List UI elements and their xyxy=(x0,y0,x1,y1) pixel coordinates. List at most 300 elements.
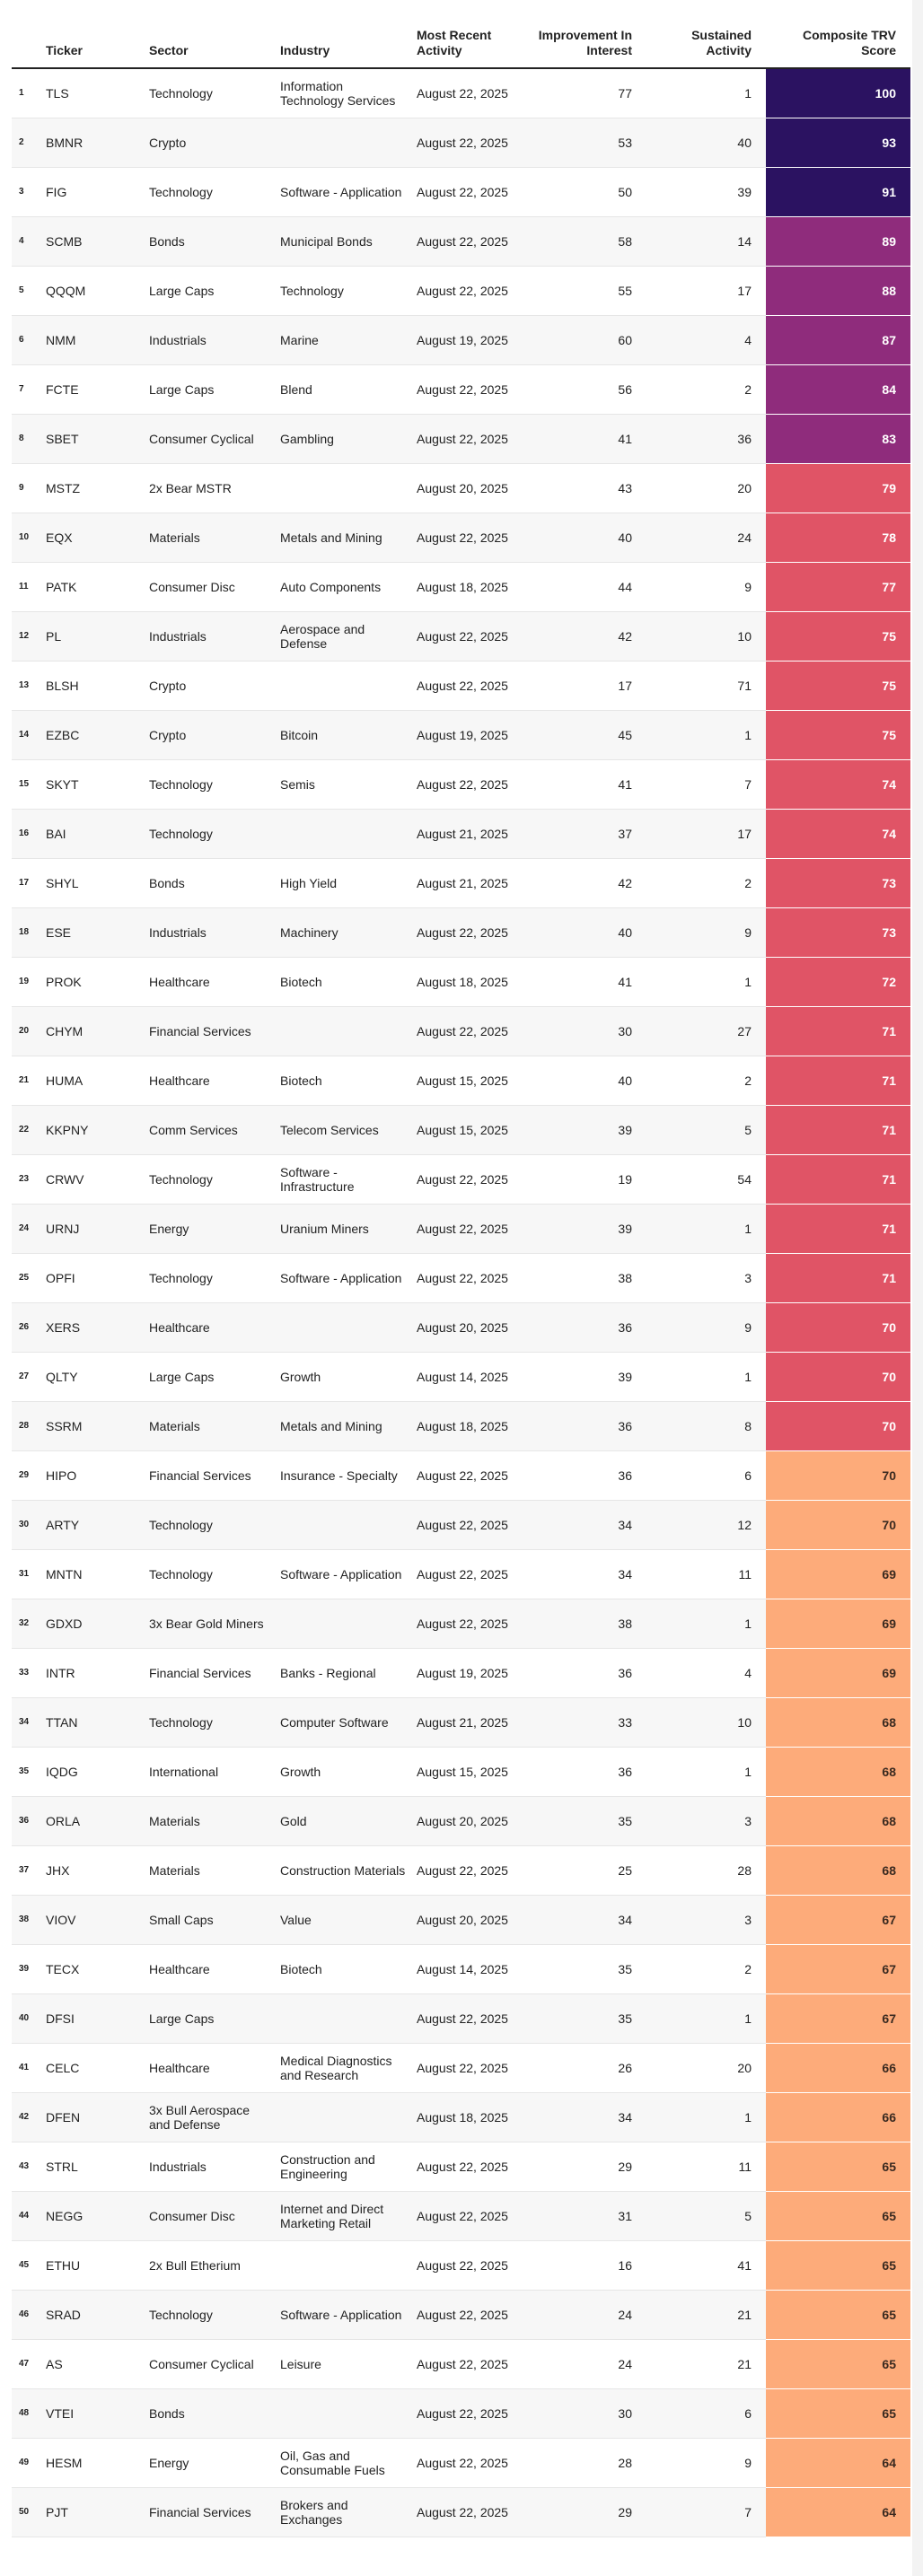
table-row[interactable] xyxy=(12,68,910,118)
table-row[interactable] xyxy=(12,661,910,710)
cell-most-recent-activity: August 19, 2025 xyxy=(417,315,519,364)
cell-sustained-activity: 1 xyxy=(646,957,766,1006)
cell-composite-trv-score: 70 xyxy=(766,1302,910,1352)
cell-rank: 21 xyxy=(12,1056,46,1105)
table-row[interactable] xyxy=(12,1302,910,1352)
cell-sustained-activity: 6 xyxy=(646,2388,766,2438)
cell-most-recent-activity: August 22, 2025 xyxy=(417,1500,519,1549)
cell-composite-trv-score: 75 xyxy=(766,611,910,661)
cell-industry: High Yield xyxy=(280,858,417,907)
table-row[interactable] xyxy=(12,1204,910,1253)
cell-ticker: NEGG xyxy=(46,2191,149,2240)
cell-sustained-activity: 11 xyxy=(646,1549,766,1599)
cell-most-recent-activity: August 22, 2025 xyxy=(417,1845,519,1895)
cell-rank: 16 xyxy=(12,809,46,858)
cell-rank: 36 xyxy=(12,1796,46,1845)
cell-composite-trv-score: 73 xyxy=(766,858,910,907)
cell-rank: 9 xyxy=(12,463,46,513)
cell-improvement-in-interest: 55 xyxy=(519,266,646,315)
cell-composite-trv-score: 74 xyxy=(766,809,910,858)
table-row[interactable] xyxy=(12,2487,910,2537)
cell-ticker: TTAN xyxy=(46,1697,149,1747)
cell-sector: Technology xyxy=(149,809,280,858)
cell-rank: 31 xyxy=(12,1549,46,1599)
cell-improvement-in-interest: 35 xyxy=(519,1993,646,2043)
header-industry[interactable]: Industry xyxy=(280,0,417,68)
cell-industry: Oil, Gas and Consumable Fuels xyxy=(280,2438,417,2487)
cell-rank: 50 xyxy=(12,2487,46,2537)
cell-ticker: SKYT xyxy=(46,759,149,809)
cell-sustained-activity: 20 xyxy=(646,463,766,513)
cell-composite-trv-score: 67 xyxy=(766,1895,910,1944)
cell-sustained-activity: 3 xyxy=(646,1253,766,1302)
cell-most-recent-activity: August 21, 2025 xyxy=(417,809,519,858)
cell-improvement-in-interest: 30 xyxy=(519,1006,646,1056)
cell-improvement-in-interest: 25 xyxy=(519,1845,646,1895)
table-row[interactable] xyxy=(12,1895,910,1944)
cell-ticker: EZBC xyxy=(46,710,149,759)
cell-industry: Biotech xyxy=(280,1944,417,1993)
cell-ticker: JHX xyxy=(46,1845,149,1895)
cell-industry: Municipal Bonds xyxy=(280,216,417,266)
cell-composite-trv-score: 71 xyxy=(766,1253,910,1302)
cell-composite-trv-score: 88 xyxy=(766,266,910,315)
cell-ticker: EQX xyxy=(46,513,149,562)
cell-most-recent-activity: August 22, 2025 xyxy=(417,661,519,710)
cell-ticker: MSTZ xyxy=(46,463,149,513)
cell-industry: Medical Diagnostics and Research xyxy=(280,2043,417,2092)
cell-improvement-in-interest: 36 xyxy=(519,1747,646,1796)
table-row[interactable] xyxy=(12,1056,910,1105)
cell-sector: 3x Bull Aerospace and Defense xyxy=(149,2092,280,2142)
cell-industry: Gambling xyxy=(280,414,417,463)
cell-industry: Information Technology Services xyxy=(280,68,417,118)
cell-composite-trv-score: 75 xyxy=(766,710,910,759)
table-row[interactable] xyxy=(12,463,910,513)
table-row[interactable] xyxy=(12,315,910,364)
table-row[interactable] xyxy=(12,364,910,414)
cell-industry xyxy=(280,1993,417,2043)
cell-improvement-in-interest: 40 xyxy=(519,1056,646,1105)
cell-industry xyxy=(280,809,417,858)
cell-sector: 2x Bull Etherium xyxy=(149,2240,280,2290)
cell-improvement-in-interest: 28 xyxy=(519,2438,646,2487)
header-improvement-in-interest[interactable]: Improvement In Interest xyxy=(519,0,646,68)
table-row[interactable] xyxy=(12,167,910,216)
cell-sector: Healthcare xyxy=(149,957,280,1006)
cell-composite-trv-score: 68 xyxy=(766,1697,910,1747)
cell-rank: 11 xyxy=(12,562,46,611)
cell-industry: Semis xyxy=(280,759,417,809)
cell-industry: Leisure xyxy=(280,2339,417,2388)
cell-rank: 24 xyxy=(12,1204,46,1253)
cell-rank: 29 xyxy=(12,1450,46,1500)
cell-composite-trv-score: 79 xyxy=(766,463,910,513)
table-row[interactable] xyxy=(12,1599,910,1648)
table-row[interactable] xyxy=(12,1006,910,1056)
cell-composite-trv-score: 70 xyxy=(766,1500,910,1549)
cell-industry xyxy=(280,118,417,167)
cell-most-recent-activity: August 22, 2025 xyxy=(417,266,519,315)
table-row[interactable] xyxy=(12,1500,910,1549)
header-sector[interactable]: Sector xyxy=(149,0,280,68)
cell-improvement-in-interest: 45 xyxy=(519,710,646,759)
cell-rank: 20 xyxy=(12,1006,46,1056)
cell-sustained-activity: 10 xyxy=(646,611,766,661)
table-row[interactable] xyxy=(12,1747,910,1796)
cell-improvement-in-interest: 38 xyxy=(519,1253,646,1302)
cell-improvement-in-interest: 38 xyxy=(519,1599,646,1648)
cell-industry xyxy=(280,2240,417,2290)
table-row[interactable] xyxy=(12,1352,910,1401)
table-row[interactable] xyxy=(12,1401,910,1450)
cell-industry xyxy=(280,1599,417,1648)
cell-industry: Software - Application xyxy=(280,1549,417,1599)
cell-sector: Materials xyxy=(149,1401,280,1450)
cell-ticker: FCTE xyxy=(46,364,149,414)
cell-improvement-in-interest: 42 xyxy=(519,611,646,661)
cell-ticker: MNTN xyxy=(46,1549,149,1599)
cell-composite-trv-score: 75 xyxy=(766,661,910,710)
cell-most-recent-activity: August 22, 2025 xyxy=(417,759,519,809)
cell-sustained-activity: 6 xyxy=(646,1450,766,1500)
cell-industry: Machinery xyxy=(280,907,417,957)
table-row[interactable] xyxy=(12,710,910,759)
cell-improvement-in-interest: 42 xyxy=(519,858,646,907)
cell-sustained-activity: 5 xyxy=(646,2191,766,2240)
cell-sector: Consumer Disc xyxy=(149,562,280,611)
table-row[interactable] xyxy=(12,2339,910,2388)
cell-sustained-activity: 4 xyxy=(646,1648,766,1697)
cell-industry: Marine xyxy=(280,315,417,364)
cell-most-recent-activity: August 20, 2025 xyxy=(417,463,519,513)
cell-ticker: QQQM xyxy=(46,266,149,315)
cell-sector: 3x Bear Gold Miners xyxy=(149,1599,280,1648)
cell-sector: Comm Services xyxy=(149,1105,280,1154)
cell-composite-trv-score: 87 xyxy=(766,315,910,364)
cell-sector: Industrials xyxy=(149,315,280,364)
cell-composite-trv-score: 71 xyxy=(766,1154,910,1204)
table-row[interactable] xyxy=(12,2092,910,2142)
cell-most-recent-activity: August 22, 2025 xyxy=(417,907,519,957)
table-row[interactable] xyxy=(12,2388,910,2438)
cell-improvement-in-interest: 24 xyxy=(519,2290,646,2339)
cell-sustained-activity: 3 xyxy=(646,1895,766,1944)
cell-sustained-activity: 5 xyxy=(646,1105,766,1154)
cell-sector: Crypto xyxy=(149,118,280,167)
cell-composite-trv-score: 67 xyxy=(766,1993,910,2043)
cell-most-recent-activity: August 22, 2025 xyxy=(417,2339,519,2388)
cell-ticker: SCMB xyxy=(46,216,149,266)
cell-sector: Healthcare xyxy=(149,2043,280,2092)
cell-industry: Gold xyxy=(280,1796,417,1845)
cell-ticker: STRL xyxy=(46,2142,149,2191)
cell-ticker: FIG xyxy=(46,167,149,216)
cell-sector: Small Caps xyxy=(149,1895,280,1944)
cell-improvement-in-interest: 31 xyxy=(519,2191,646,2240)
table-row[interactable] xyxy=(12,1450,910,1500)
cell-improvement-in-interest: 16 xyxy=(519,2240,646,2290)
cell-ticker: ETHU xyxy=(46,2240,149,2290)
cell-sector: Consumer Cyclical xyxy=(149,2339,280,2388)
cell-most-recent-activity: August 14, 2025 xyxy=(417,1944,519,1993)
cell-sustained-activity: 28 xyxy=(646,1845,766,1895)
cell-most-recent-activity: August 20, 2025 xyxy=(417,1302,519,1352)
cell-rank: 5 xyxy=(12,266,46,315)
cell-sector: Financial Services xyxy=(149,1006,280,1056)
cell-composite-trv-score: 93 xyxy=(766,118,910,167)
cell-rank: 15 xyxy=(12,759,46,809)
cell-rank: 28 xyxy=(12,1401,46,1450)
cell-sector: Large Caps xyxy=(149,1993,280,2043)
cell-sustained-activity: 10 xyxy=(646,1697,766,1747)
table-row[interactable] xyxy=(12,858,910,907)
cell-ticker: AS xyxy=(46,2339,149,2388)
cell-sustained-activity: 2 xyxy=(646,858,766,907)
cell-industry: Software - Application xyxy=(280,167,417,216)
cell-improvement-in-interest: 43 xyxy=(519,463,646,513)
cell-ticker: CRWV xyxy=(46,1154,149,1204)
cell-industry xyxy=(280,1302,417,1352)
table-row[interactable] xyxy=(12,2142,910,2191)
header-sustained-activity[interactable]: Sustained Activity xyxy=(646,0,766,68)
table-row[interactable] xyxy=(12,759,910,809)
table-row[interactable] xyxy=(12,1993,910,2043)
cell-most-recent-activity: August 18, 2025 xyxy=(417,1401,519,1450)
table-row[interactable] xyxy=(12,2290,910,2339)
cell-sustained-activity: 1 xyxy=(646,1599,766,1648)
table-row[interactable] xyxy=(12,1549,910,1599)
cell-improvement-in-interest: 58 xyxy=(519,216,646,266)
cell-improvement-in-interest: 30 xyxy=(519,2388,646,2438)
cell-improvement-in-interest: 40 xyxy=(519,907,646,957)
cell-improvement-in-interest: 39 xyxy=(519,1204,646,1253)
header-most-recent-activity[interactable]: Most Recent Activity xyxy=(417,0,519,68)
cell-improvement-in-interest: 24 xyxy=(519,2339,646,2388)
cell-sustained-activity: 2 xyxy=(646,1056,766,1105)
cell-most-recent-activity: August 18, 2025 xyxy=(417,957,519,1006)
table-row[interactable] xyxy=(12,907,910,957)
cell-rank: 10 xyxy=(12,513,46,562)
cell-sustained-activity: 7 xyxy=(646,759,766,809)
header-row xyxy=(12,0,910,68)
table-row[interactable] xyxy=(12,2240,910,2290)
cell-sector: Technology xyxy=(149,68,280,118)
cell-sector: Consumer Cyclical xyxy=(149,414,280,463)
table-row[interactable] xyxy=(12,414,910,463)
cell-rank: 42 xyxy=(12,2092,46,2142)
header-ticker[interactable]: Ticker xyxy=(46,0,149,68)
cell-ticker: ARTY xyxy=(46,1500,149,1549)
cell-industry: Construction and Engineering xyxy=(280,2142,417,2191)
cell-improvement-in-interest: 44 xyxy=(519,562,646,611)
cell-improvement-in-interest: 77 xyxy=(519,68,646,118)
cell-sustained-activity: 27 xyxy=(646,1006,766,1056)
cell-sector: 2x Bear MSTR xyxy=(149,463,280,513)
cell-most-recent-activity: August 22, 2025 xyxy=(417,2438,519,2487)
cell-industry: Growth xyxy=(280,1352,417,1401)
header-composite-trv-score[interactable]: Composite TRV Score xyxy=(766,0,910,68)
cell-rank: 48 xyxy=(12,2388,46,2438)
cell-composite-trv-score: 65 xyxy=(766,2339,910,2388)
cell-rank: 32 xyxy=(12,1599,46,1648)
cell-sustained-activity: 4 xyxy=(646,315,766,364)
cell-industry: Software - Application xyxy=(280,2290,417,2339)
table-row[interactable] xyxy=(12,118,910,167)
cell-ticker: TLS xyxy=(46,68,149,118)
cell-sustained-activity: 9 xyxy=(646,907,766,957)
table-row[interactable] xyxy=(12,2191,910,2240)
cell-composite-trv-score: 67 xyxy=(766,1944,910,1993)
cell-sustained-activity: 9 xyxy=(646,2438,766,2487)
cell-composite-trv-score: 91 xyxy=(766,167,910,216)
cell-rank: 43 xyxy=(12,2142,46,2191)
cell-ticker: OPFI xyxy=(46,1253,149,1302)
cell-industry: Insurance - Specialty xyxy=(280,1450,417,1500)
cell-improvement-in-interest: 41 xyxy=(519,414,646,463)
cell-sector: Large Caps xyxy=(149,1352,280,1401)
cell-sustained-activity: 1 xyxy=(646,710,766,759)
cell-sustained-activity: 71 xyxy=(646,661,766,710)
table-row[interactable] xyxy=(12,1648,910,1697)
cell-improvement-in-interest: 36 xyxy=(519,1401,646,1450)
cell-most-recent-activity: August 14, 2025 xyxy=(417,1352,519,1401)
cell-most-recent-activity: August 15, 2025 xyxy=(417,1105,519,1154)
cell-industry: Uranium Miners xyxy=(280,1204,417,1253)
cell-industry: Biotech xyxy=(280,1056,417,1105)
cell-rank: 2 xyxy=(12,118,46,167)
cell-composite-trv-score: 78 xyxy=(766,513,910,562)
cell-sustained-activity: 40 xyxy=(646,118,766,167)
cell-rank: 39 xyxy=(12,1944,46,1993)
cell-rank: 13 xyxy=(12,661,46,710)
table-row[interactable] xyxy=(12,1154,910,1204)
cell-industry: Bitcoin xyxy=(280,710,417,759)
cell-industry xyxy=(280,1006,417,1056)
cell-sustained-activity: 36 xyxy=(646,414,766,463)
cell-improvement-in-interest: 39 xyxy=(519,1352,646,1401)
cell-ticker: VTEI xyxy=(46,2388,149,2438)
cell-rank: 41 xyxy=(12,2043,46,2092)
cell-improvement-in-interest: 29 xyxy=(519,2142,646,2191)
cell-sustained-activity: 9 xyxy=(646,562,766,611)
table-row[interactable] xyxy=(12,957,910,1006)
table-row[interactable] xyxy=(12,562,910,611)
table-row[interactable] xyxy=(12,809,910,858)
cell-sector: Technology xyxy=(149,1500,280,1549)
cell-most-recent-activity: August 22, 2025 xyxy=(417,611,519,661)
cell-improvement-in-interest: 19 xyxy=(519,1154,646,1204)
cell-composite-trv-score: 65 xyxy=(766,2290,910,2339)
cell-composite-trv-score: 100 xyxy=(766,68,910,118)
cell-ticker: HESM xyxy=(46,2438,149,2487)
cell-sector: Technology xyxy=(149,2290,280,2339)
cell-most-recent-activity: August 20, 2025 xyxy=(417,1895,519,1944)
cell-sustained-activity: 1 xyxy=(646,2092,766,2142)
table-row[interactable] xyxy=(12,1796,910,1845)
table-row[interactable] xyxy=(12,2043,910,2092)
cell-most-recent-activity: August 22, 2025 xyxy=(417,1253,519,1302)
cell-sustained-activity: 1 xyxy=(646,1747,766,1796)
cell-improvement-in-interest: 34 xyxy=(519,1500,646,1549)
cell-composite-trv-score: 71 xyxy=(766,1056,910,1105)
cell-rank: 3 xyxy=(12,167,46,216)
cell-ticker: VIOV xyxy=(46,1895,149,1944)
table-row[interactable] xyxy=(12,1105,910,1154)
cell-most-recent-activity: August 22, 2025 xyxy=(417,2142,519,2191)
cell-improvement-in-interest: 56 xyxy=(519,364,646,414)
cell-improvement-in-interest: 36 xyxy=(519,1648,646,1697)
cell-rank: 4 xyxy=(12,216,46,266)
cell-most-recent-activity: August 22, 2025 xyxy=(417,364,519,414)
cell-most-recent-activity: August 19, 2025 xyxy=(417,1648,519,1697)
table-row[interactable] xyxy=(12,611,910,661)
cell-most-recent-activity: August 22, 2025 xyxy=(417,2388,519,2438)
cell-sustained-activity: 3 xyxy=(646,1796,766,1845)
cell-improvement-in-interest: 41 xyxy=(519,759,646,809)
cell-industry: Telecom Services xyxy=(280,1105,417,1154)
table-row[interactable] xyxy=(12,2438,910,2487)
cell-composite-trv-score: 71 xyxy=(766,1105,910,1154)
cell-most-recent-activity: August 22, 2025 xyxy=(417,216,519,266)
cell-ticker: CHYM xyxy=(46,1006,149,1056)
cell-ticker: INTR xyxy=(46,1648,149,1697)
header-rank xyxy=(12,0,46,68)
table-row[interactable] xyxy=(12,1697,910,1747)
cell-industry xyxy=(280,463,417,513)
cell-rank: 34 xyxy=(12,1697,46,1747)
cell-composite-trv-score: 66 xyxy=(766,2043,910,2092)
cell-industry: Technology xyxy=(280,266,417,315)
cell-sector: International xyxy=(149,1747,280,1796)
cell-most-recent-activity: August 22, 2025 xyxy=(417,2191,519,2240)
cell-ticker: IQDG xyxy=(46,1747,149,1796)
table-row[interactable] xyxy=(12,1944,910,1993)
cell-most-recent-activity: August 21, 2025 xyxy=(417,858,519,907)
cell-sector: Technology xyxy=(149,759,280,809)
cell-sustained-activity: 17 xyxy=(646,266,766,315)
cell-ticker: SHYL xyxy=(46,858,149,907)
cell-sustained-activity: 21 xyxy=(646,2339,766,2388)
cell-composite-trv-score: 70 xyxy=(766,1401,910,1450)
cell-ticker: URNJ xyxy=(46,1204,149,1253)
table-row[interactable] xyxy=(12,216,910,266)
table-row[interactable] xyxy=(12,266,910,315)
table-row[interactable] xyxy=(12,1253,910,1302)
cell-composite-trv-score: 69 xyxy=(766,1599,910,1648)
cell-sustained-activity: 8 xyxy=(646,1401,766,1450)
cell-composite-trv-score: 70 xyxy=(766,1450,910,1500)
cell-most-recent-activity: August 22, 2025 xyxy=(417,2487,519,2537)
cell-improvement-in-interest: 33 xyxy=(519,1697,646,1747)
cell-sustained-activity: 54 xyxy=(646,1154,766,1204)
cell-ticker: PJT xyxy=(46,2487,149,2537)
cell-improvement-in-interest: 34 xyxy=(519,2092,646,2142)
cell-most-recent-activity: August 22, 2025 xyxy=(417,414,519,463)
cell-composite-trv-score: 64 xyxy=(766,2438,910,2487)
cell-composite-trv-score: 64 xyxy=(766,2487,910,2537)
cell-improvement-in-interest: 50 xyxy=(519,167,646,216)
cell-composite-trv-score: 73 xyxy=(766,907,910,957)
cell-sector: Healthcare xyxy=(149,1056,280,1105)
cell-sustained-activity: 24 xyxy=(646,513,766,562)
table-row[interactable] xyxy=(12,1845,910,1895)
table-row[interactable] xyxy=(12,513,910,562)
cell-composite-trv-score: 69 xyxy=(766,1549,910,1599)
cell-sector: Technology xyxy=(149,1549,280,1599)
cell-industry: Software - Application xyxy=(280,1253,417,1302)
cell-ticker: QLTY xyxy=(46,1352,149,1401)
